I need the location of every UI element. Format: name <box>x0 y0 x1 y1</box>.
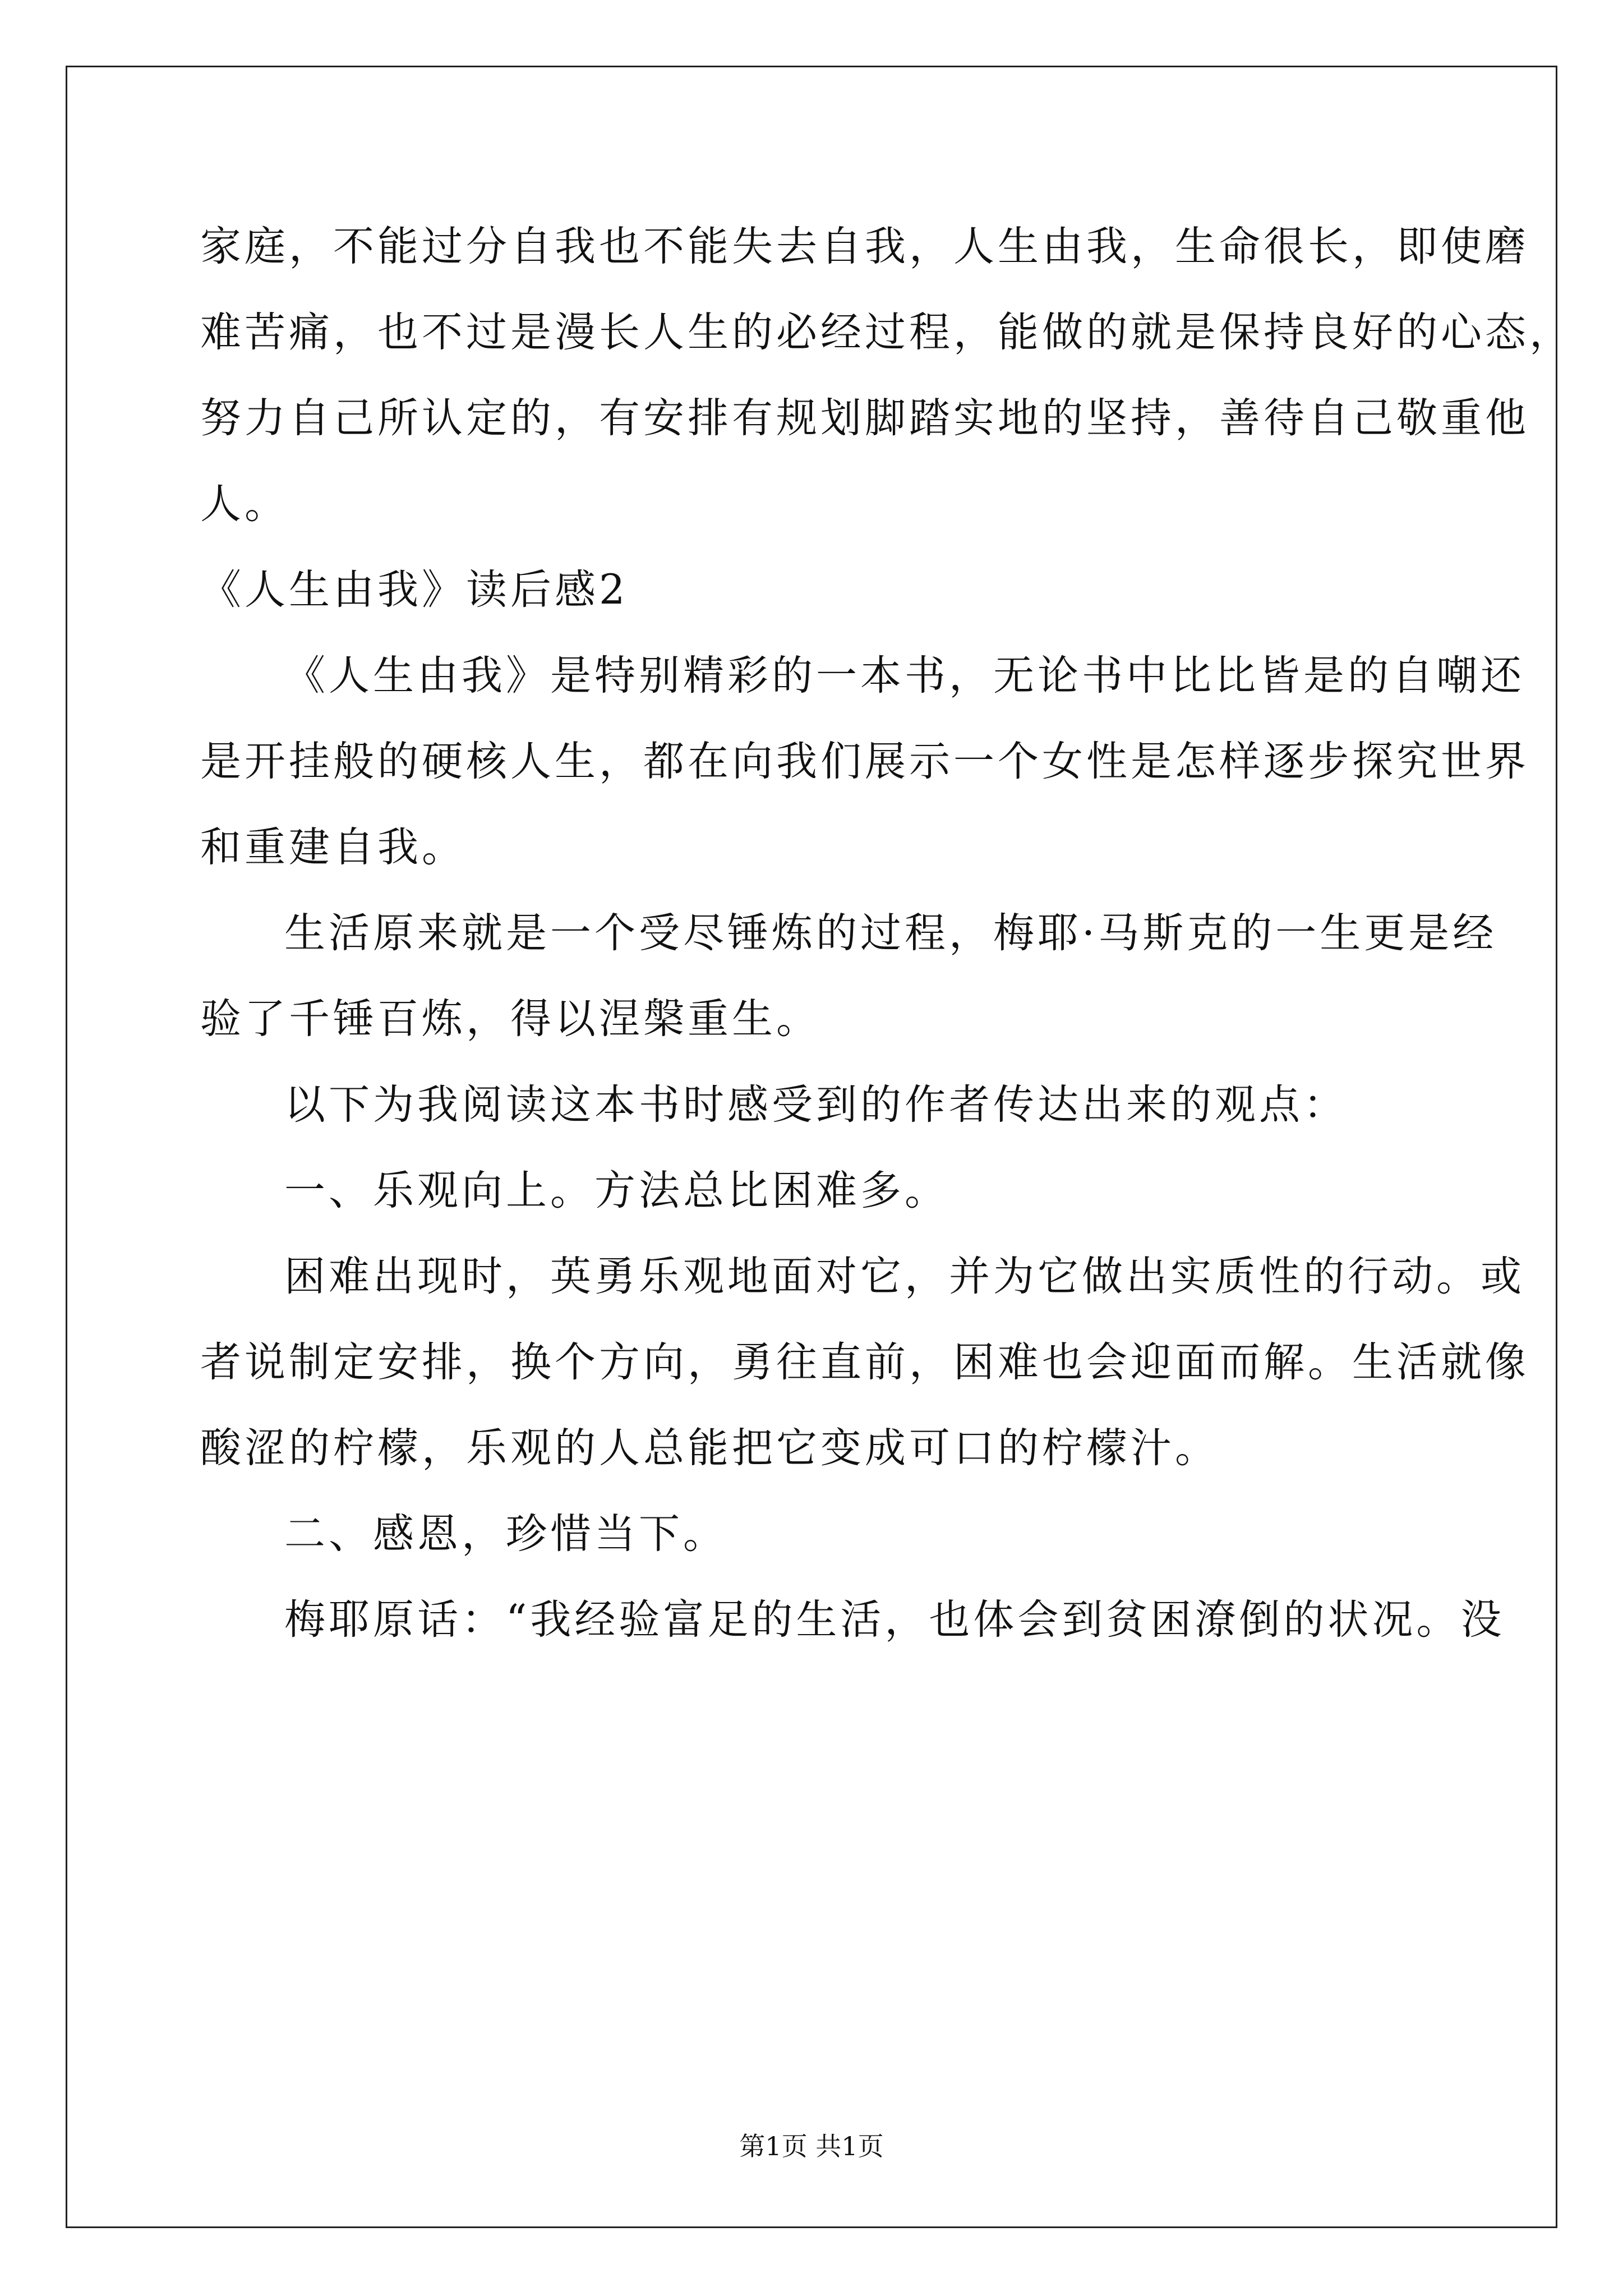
text-line: 《人生由我》是特别精彩的一本书，无论书中比比皆是的自嘲还 <box>284 652 1525 700</box>
text-line: 难苦痛，也不过是漫长人生的必经过程，能做的就是保持良好的心态， <box>200 309 1574 356</box>
text-line: 困难出现时，英勇乐观地面对它，并为它做出实质性的行动。或 <box>284 1253 1525 1300</box>
text-line: 者说制定安排，换个方向，勇往直前，困难也会迎面而解。生活就像 <box>200 1338 1529 1386</box>
text-line: 人。 <box>200 480 289 528</box>
page-number-footer: 第1页 共1页 <box>739 2131 884 2161</box>
text-line: 以下为我阅读这本书时感受到的作者传达出来的观点： <box>284 1081 1348 1129</box>
text-line: 一、乐观向上。方法总比困难多。 <box>284 1167 949 1214</box>
text-line: 努力自己所认定的，有安排有规划脚踏实地的坚持，善待自己敬重他 <box>200 394 1529 442</box>
text-line: 生活原来就是一个受尽锤炼的过程，梅耶·马斯克的一生更是经 <box>284 909 1497 957</box>
text-line: 二、感恩，珍惜当下。 <box>284 1510 727 1558</box>
text-line: 家庭，不能过分自我也不能失去自我，人生由我，生命很长，即使磨 <box>200 223 1529 270</box>
text-line: 和重建自我。 <box>200 823 466 871</box>
text-line: 酸涩的柠檬，乐观的人总能把它变成可口的柠檬汁。 <box>200 1424 1219 1472</box>
text-line: 验了千锤百炼，得以涅槃重生。 <box>200 995 820 1043</box>
text-line: 梅耶原话：“我经验富足的生活，也体会到贫困潦倒的状况。没 <box>284 1596 1505 1644</box>
section-heading: 《人生由我》读后感2 <box>200 566 629 614</box>
text-line: 是开挂般的硬核人生，都在向我们展示一个女性是怎样逐步探究世界 <box>200 738 1529 785</box>
